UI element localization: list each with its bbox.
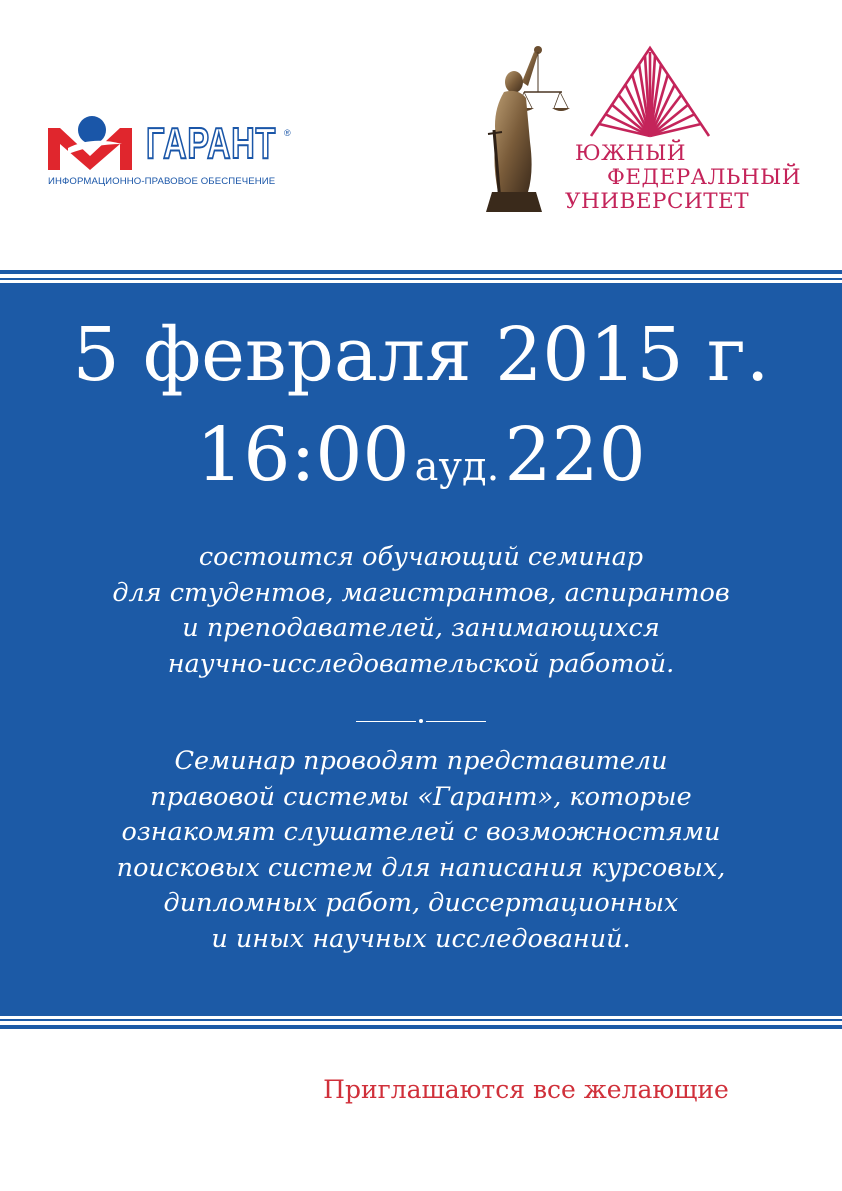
intro-line: для студентов, магистрантов, аспирантов bbox=[112, 577, 730, 608]
intro-line: состоится обучающий семинар bbox=[198, 542, 644, 572]
garant-emblem-icon bbox=[46, 114, 146, 174]
banner-bottom-rule bbox=[0, 1025, 842, 1029]
intro-line: научно-исследовательской работой. bbox=[167, 648, 675, 679]
invitation-text: Приглашаются все желающие bbox=[323, 1075, 729, 1104]
intro-line: и преподавателей, занимающихся bbox=[182, 613, 660, 643]
registered-mark: ® bbox=[284, 128, 291, 138]
seminar-host-description bbox=[0, 744, 842, 957]
university-name-line-3: УНИВЕРСИТЕТ bbox=[565, 189, 750, 214]
university-name-line-2: ФЕДЕРАЛЬНЫЙ bbox=[607, 165, 802, 190]
divider-line-right bbox=[426, 721, 486, 722]
university-name-line-1: ЮЖНЫЙ bbox=[575, 141, 686, 166]
room-prefix: ауд. bbox=[414, 444, 500, 490]
event-time: 16:00 bbox=[196, 412, 410, 498]
host-line: ознакомят слушателей с возможностями bbox=[121, 817, 721, 847]
host-line: правовой системы «Гарант», которые bbox=[150, 781, 692, 812]
themis-statue-icon bbox=[478, 42, 574, 218]
event-date: 5 февраля 2015 г. bbox=[72, 312, 770, 398]
host-line: поисковых систем для написания курсовых, bbox=[116, 852, 726, 883]
ornamental-divider bbox=[356, 716, 486, 726]
event-time-and-room bbox=[0, 410, 842, 520]
divider-line-left bbox=[356, 721, 416, 722]
divider-dot bbox=[419, 719, 423, 723]
banner-top-rule bbox=[0, 270, 842, 274]
seminar-intro bbox=[0, 540, 842, 682]
university-logo bbox=[565, 42, 815, 222]
sfu-rays-emblem-icon bbox=[585, 44, 715, 140]
host-line: Семинар проводят представители bbox=[174, 746, 668, 776]
garant-tagline: ИНФОРМАЦИОННО-ПРАВОВОЕ ОБЕСПЕЧЕНИЕ bbox=[48, 176, 276, 187]
host-line: и иных научных исследований. bbox=[211, 923, 631, 954]
banner-bottom-thin-rule bbox=[0, 1019, 842, 1021]
room-number: 220 bbox=[504, 412, 646, 498]
garant-logo bbox=[46, 114, 301, 190]
garant-wordmark: ГАРАНТ bbox=[146, 119, 277, 168]
banner-top-thin-rule bbox=[0, 278, 842, 280]
host-line: дипломных работ, диссертационных bbox=[163, 888, 679, 918]
